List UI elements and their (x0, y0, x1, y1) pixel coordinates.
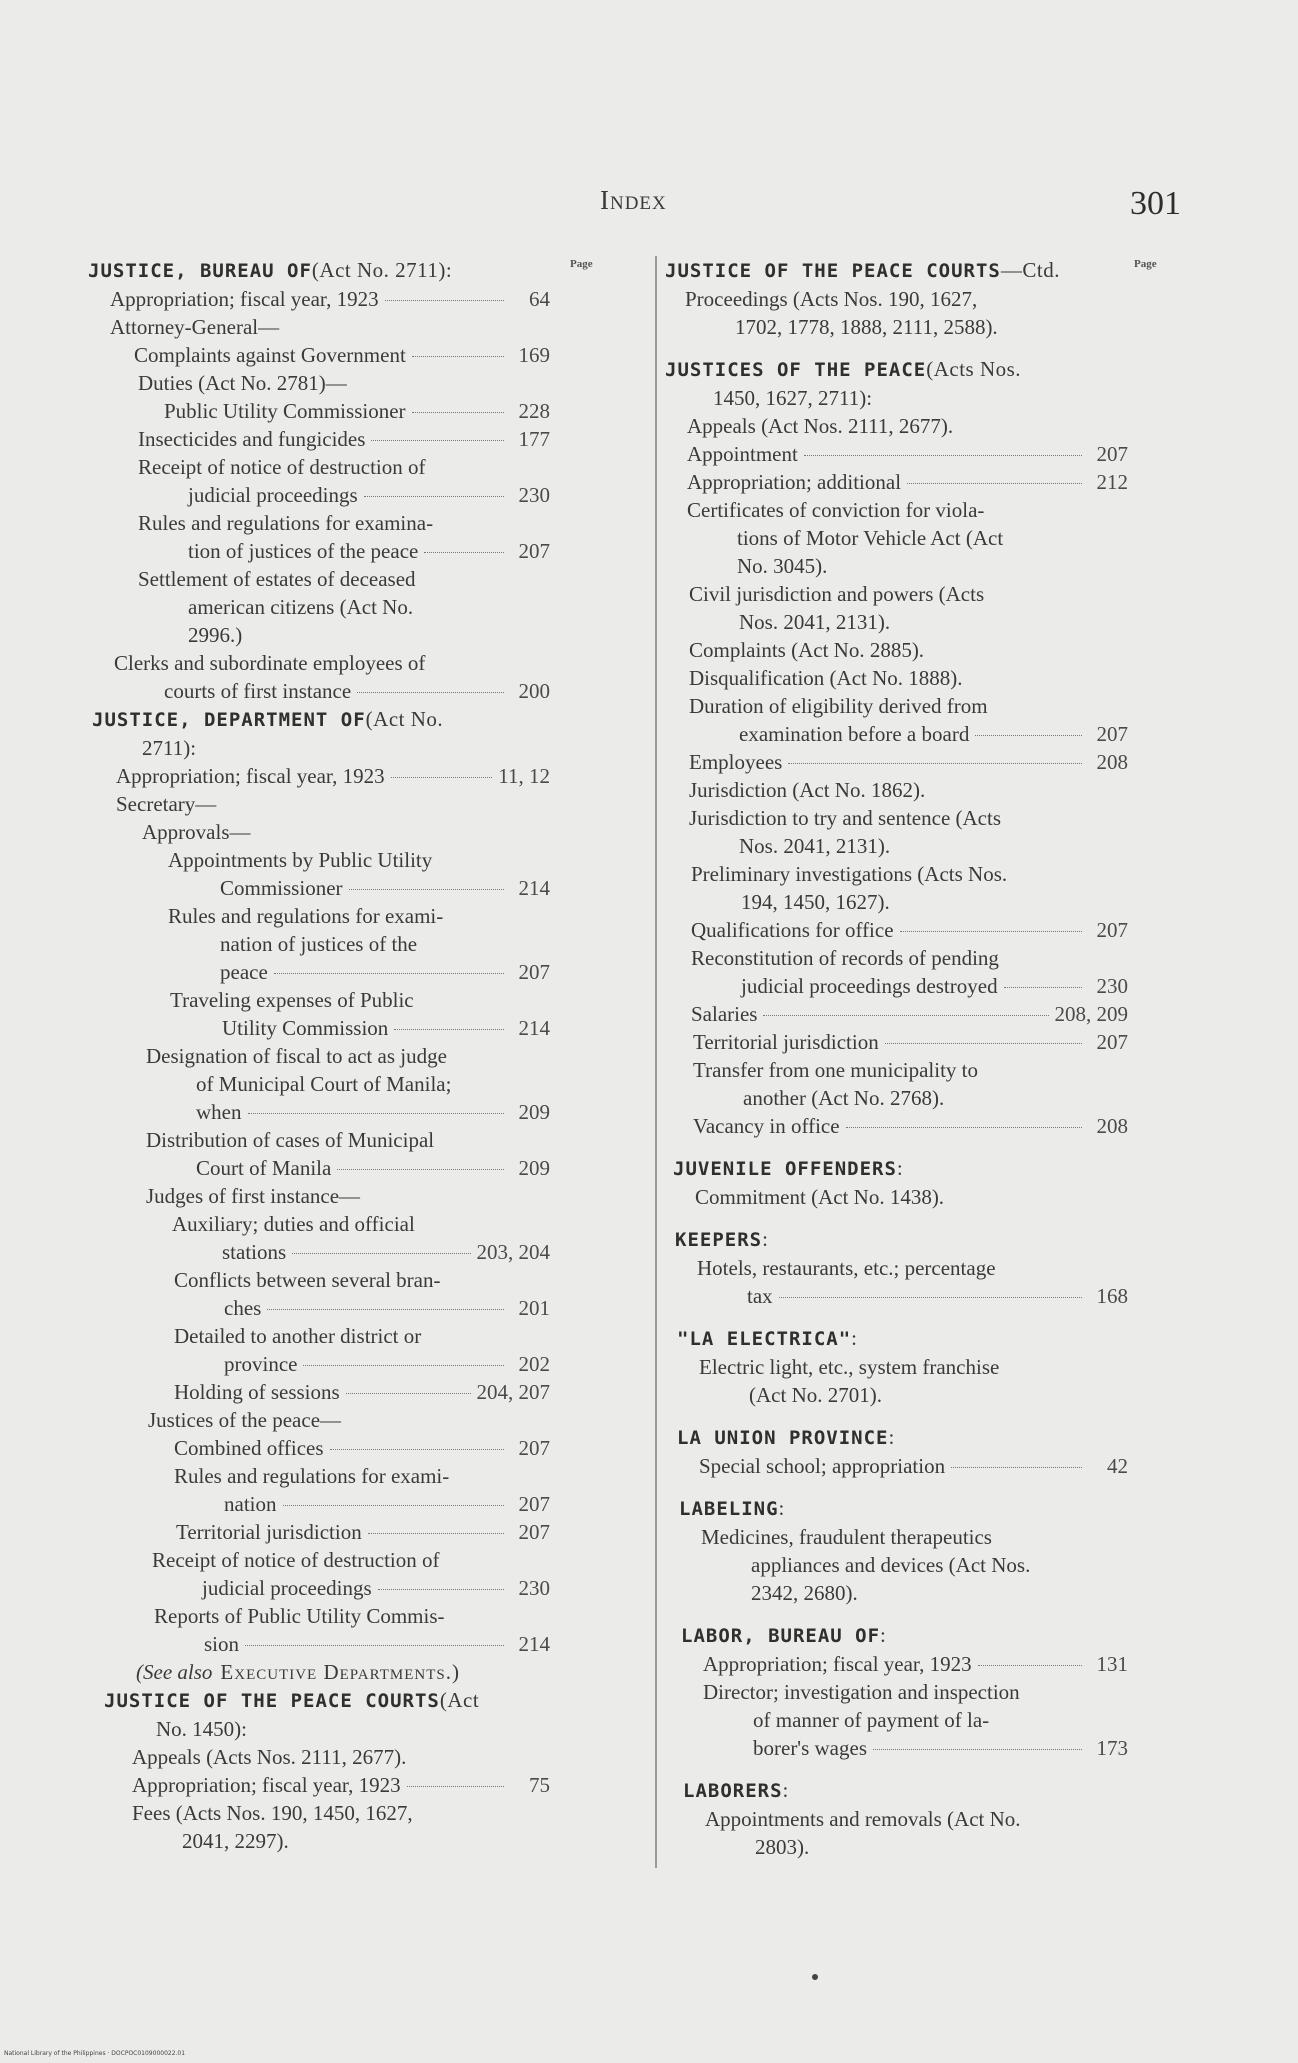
index-entry: Justices of the peace— (148, 1408, 342, 1432)
index-entry: Auxiliary; duties and official (172, 1212, 415, 1236)
index-entry: 1702, 1778, 1888, 2111, 2588). (735, 315, 998, 339)
index-entry: Appropriation; fiscal year, 1923 64 (110, 287, 550, 311)
index-entry: Salaries 208, 209 (691, 1002, 1128, 1026)
index-entry: Appropriation; fiscal year, 1923 131 (703, 1652, 1128, 1676)
index-entry: Complaints (Act No. 2885). (689, 638, 925, 662)
index-entry: Settlement of estates of deceased (138, 567, 416, 591)
index-entry: No. 1450): (156, 1717, 247, 1741)
index-entry: Employees 208 (689, 750, 1128, 774)
index-entry: Rules and regulations for exami- (174, 1464, 450, 1488)
index-entry: Commitment (Act No. 1438). (695, 1185, 945, 1209)
index-entry: Conflicts between several bran- (174, 1268, 441, 1292)
index-entry: nation of justices of the (220, 932, 418, 956)
index-entry: Jurisdiction (Act No. 1862). (689, 778, 926, 802)
index-entry: Medicines, fraudulent therapeutics (701, 1525, 992, 1549)
index-entry: courts of first instance 200 (164, 679, 550, 703)
index-entry: sion 214 (204, 1632, 550, 1656)
index-heading: JUSTICE, DEPARTMENT OF (Act No. (92, 707, 444, 731)
index-entry: 2342, 2680). (751, 1581, 858, 1605)
index-entry: Traveling expenses of Public (170, 988, 414, 1012)
index-entry: Appropriation; fiscal year, 1923 75 (132, 1773, 550, 1797)
page-column-label-left: Page (570, 258, 593, 270)
index-heading: JUSTICES OF THE PEACE (Acts Nos. (665, 357, 1022, 381)
index-entry: Appeals (Acts Nos. 2111, 2677). (132, 1745, 407, 1769)
index-entry: Appointments by Public Utility (168, 848, 433, 872)
index-entry: Court of Manila 209 (196, 1156, 550, 1180)
index-entry: of Municipal Court of Manila; (196, 1072, 452, 1096)
index-entry: Proceedings (Acts Nos. 190, 1627, (685, 287, 978, 311)
index-entry: 2803). (755, 1835, 810, 1859)
index-heading: JUVENILE OFFENDERS : (673, 1156, 904, 1180)
column-divider (655, 256, 657, 1868)
index-entry: Appointments and removals (Act No. (705, 1807, 1021, 1831)
index-entry: Duration of eligibility derived from (689, 694, 988, 718)
index-entry: peace 207 (220, 960, 550, 984)
index-column-left (88, 256, 550, 1855)
index-entry: Commissioner 214 (220, 876, 550, 900)
index-entry: Hotels, restaurants, etc.; percentage (697, 1256, 996, 1280)
index-entry: Clerks and subordinate employees of (114, 651, 426, 675)
index-entry: Duties (Act No. 2781)— (138, 371, 347, 395)
index-entry: appliances and devices (Act Nos. (751, 1553, 1031, 1577)
running-head: Index (600, 185, 667, 215)
index-entry: Appeals (Act Nos. 2111, 2677). (687, 414, 954, 438)
index-entry: Complaints against Government 169 (134, 343, 550, 367)
index-heading: LA UNION PROVINCE : (677, 1425, 895, 1449)
spacer (665, 1409, 1128, 1423)
index-entry: Electric light, etc., system franchise (699, 1355, 1000, 1379)
index-entry: Appropriation; fiscal year, 1923 11, 12 (116, 764, 550, 788)
index-entry: Holding of sessions 204, 207 (174, 1380, 550, 1404)
index-entry: Reconstitution of records of pending (691, 946, 999, 970)
index-column-right (665, 256, 1128, 1861)
index-entry: Utility Commission 214 (222, 1016, 550, 1040)
index-entry: another (Act No. 2768). (743, 1086, 945, 1110)
index-entry: tax 168 (747, 1284, 1128, 1308)
index-entry: Certificates of conviction for viola- (687, 498, 985, 522)
index-entry: Rules and regulations for exami- (168, 904, 444, 928)
index-entry: 1450, 1627, 2711): (713, 386, 873, 410)
index-entry: Civil jurisdiction and powers (Acts (689, 582, 985, 606)
index-entry: Approvals— (142, 820, 251, 844)
index-entry: Special school; appropriation 42 (699, 1454, 1128, 1478)
index-entry: ches 201 (224, 1296, 550, 1320)
printer-mark (812, 1974, 818, 1980)
index-heading: "LA ELECTRICA" : (677, 1326, 858, 1350)
see-also-reference: (See also Executive Departments.) (136, 1660, 460, 1684)
index-entry: tions of Motor Vehicle Act (Act (737, 526, 1004, 550)
index-entry: examination before a board 207 (739, 722, 1128, 746)
index-entry: 2041, 2297). (182, 1829, 289, 1853)
page-number: 301 (1130, 185, 1181, 222)
index-entry: Judges of first instance— (146, 1184, 361, 1208)
index-entry: Combined offices 207 (174, 1436, 550, 1460)
index-entry: Nos. 2041, 2131). (739, 834, 891, 858)
spacer (665, 341, 1128, 355)
index-entry: Public Utility Commissioner 228 (164, 399, 550, 423)
index-entry: judicial proceedings 230 (202, 1576, 550, 1600)
index-entry: borer's wages 173 (753, 1736, 1128, 1760)
index-entry: 2711): (142, 736, 197, 760)
index-entry: Receipt of notice of destruction of (138, 455, 426, 479)
page-column-label-right: Page (1134, 258, 1157, 270)
index-entry: stations 203, 204 (222, 1240, 550, 1264)
index-entry: Jurisdiction to try and sentence (Acts (689, 806, 1002, 830)
index-entry: Appropriation; additional 212 (687, 470, 1128, 494)
index-entry: Transfer from one municipality to (693, 1058, 979, 1082)
index-entry: Receipt of notice of destruction of (152, 1548, 440, 1572)
index-heading: JUSTICE OF THE PEACE COURTS (Act (104, 1688, 480, 1712)
index-entry: judicial proceedings destroyed 230 (741, 974, 1128, 998)
index-entry: Qualifications for office 207 (691, 918, 1128, 942)
index-entry: Director; investigation and inspection (703, 1680, 1020, 1704)
spacer (665, 1762, 1128, 1776)
index-entry: Vacancy in office 208 (693, 1114, 1128, 1138)
spacer (665, 1140, 1128, 1154)
index-entry: american citizens (Act No. (188, 595, 414, 619)
index-entry: Attorney-General— (110, 315, 280, 339)
index-entry: Detailed to another district or (174, 1324, 422, 1348)
index-entry: Appointment 207 (687, 442, 1128, 466)
index-heading: LABELING : (679, 1496, 785, 1520)
index-entry: 194, 1450, 1627). (741, 890, 890, 914)
index-heading: KEEPERS : (675, 1227, 769, 1251)
index-heading: LABOR, BUREAU OF : (681, 1623, 887, 1647)
scan-footer: National Library of the Philippines · DOCPOC0109000022.01 (4, 2050, 186, 2057)
index-entry: Disqualification (Act No. 1888). (689, 666, 963, 690)
index-entry: Designation of fiscal to act as judge (146, 1044, 447, 1068)
index-entry: Insecticides and fungicides 177 (138, 427, 550, 451)
index-entry: No. 3045). (737, 554, 828, 578)
spacer (665, 1607, 1128, 1621)
index-entry: tion of justices of the peace 207 (188, 539, 550, 563)
spacer (665, 1310, 1128, 1324)
index-entry: province 202 (224, 1352, 550, 1376)
index-entry: Rules and regulations for examina- (138, 511, 434, 535)
index-entry: judicial proceedings 230 (188, 483, 550, 507)
index-entry: 2996.) (188, 623, 243, 647)
index-entry: Reports of Public Utility Commis- (154, 1604, 445, 1628)
index-entry: Distribution of cases of Municipal (146, 1128, 435, 1152)
index-heading: JUSTICE OF THE PEACE COURTS —Ctd. (665, 258, 1060, 282)
index-heading: LABORERS : (683, 1778, 789, 1802)
spacer (665, 1480, 1128, 1494)
index-entry: Preliminary investigations (Acts Nos. (691, 862, 1008, 886)
index-entry: when 209 (196, 1100, 550, 1124)
index-entry: of manner of payment of la- (753, 1708, 990, 1732)
index-entry: Nos. 2041, 2131). (739, 610, 891, 634)
index-heading: JUSTICE, BUREAU OF (Act No. 2711): (88, 258, 453, 282)
index-entry: Secretary— (116, 792, 217, 816)
index-entry: Fees (Acts Nos. 190, 1450, 1627, (132, 1801, 413, 1825)
index-entry: Territorial jurisdiction 207 (693, 1030, 1128, 1054)
index-entry: (Act No. 2701). (749, 1383, 882, 1407)
spacer (665, 1211, 1128, 1225)
index-entry: nation 207 (224, 1492, 550, 1516)
index-entry: Territorial jurisdiction 207 (176, 1520, 550, 1544)
